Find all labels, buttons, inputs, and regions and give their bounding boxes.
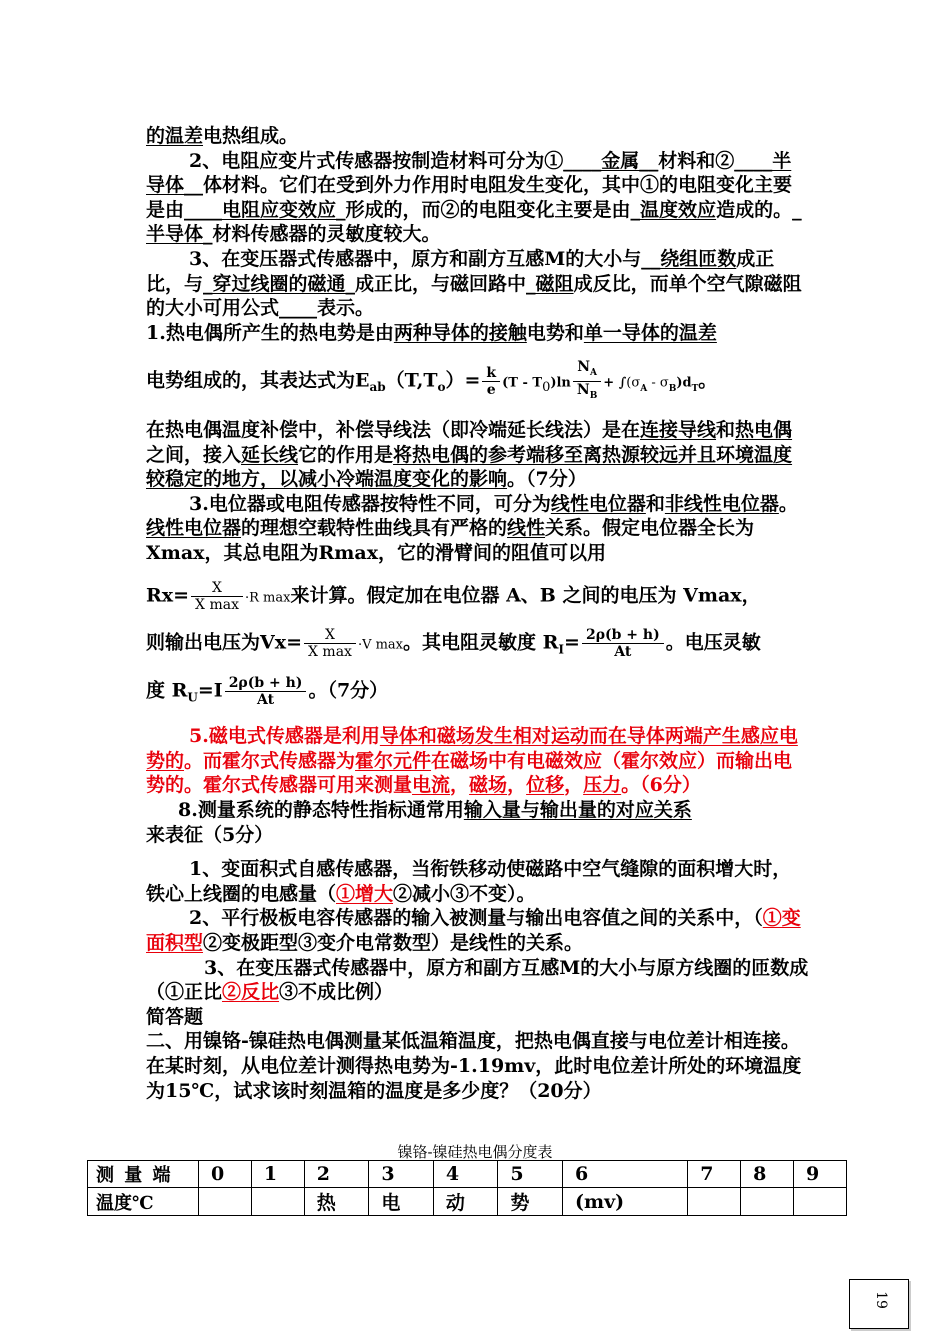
table-cell: 4	[433, 1161, 498, 1188]
question-inductance: 1、变面积式自感传感器，当衔铁移动使磁路中空气缝隙的面积增大时，铁心上线圈的电感量（①增大②减小③不变）。	[146, 858, 792, 905]
paragraph-transformer-sensor: 3、在变压器式传感器中，原方和副方互感M的大小与__绕组匝数成正比，与_穿过线圈的磁通_成正比，与磁回路中_磁阻成反比，而单个空气隙磁阻的大小可用公式____表示。	[146, 247, 802, 320]
formula-rx: Rx= $\frac{X}{\text{X max}}$ ·R max来计算。假定加在电位器 A、B 之间的电压为 Vmax，	[146, 579, 761, 613]
table-cell: 势	[498, 1188, 563, 1216]
formula-vx: 则输出电压为Vx= $\frac{X}{\text{X max}}$ ·V max。其电阻灵敏度 $R_I=$ $\frac{2\rho(b + h)}{At}$ 。电压灵敏	[146, 626, 761, 660]
formula-ru: 度 $R_U=I$ $\frac{2\rho(b + h)}{At}$ 。（7分）	[146, 675, 389, 709]
table-cell: 3	[369, 1161, 434, 1188]
page-number-box	[849, 1279, 909, 1329]
document-body	[146, 124, 810, 1103]
question-capacitance: 2、平行极板电容传感器的输入被测量与输出电容值之间的关系中，（①变面积型②变极距型③变介电常数型）是线性的关系。	[146, 907, 801, 955]
fraction-voltage-sensitivity: $\frac{2\rho(b + h)}{At}$	[225, 675, 307, 708]
table-cell: 0	[199, 1161, 252, 1188]
table-cell	[199, 1188, 252, 1216]
paragraph-magnetoelectric: 5.磁电式传感器是利用导体和磁场发生相对运动而在导体两端产生感应电势的。而霍尔式传感器为霍尔元件在磁场中有电磁效应（霍尔效应）而输出电势的。霍尔式传感器可用来测量电流，磁场，位移，压力。（6分）	[146, 725, 798, 797]
question-thermocouple-calc: 二、用镍铬-镍硅热电偶测量某低温箱温度，把热电偶直接与电位差计相连接。在某时刻，从电位差计测得热电势为-1.19mv，此时电位差计所处的环境温度为15℃，试求该时刻温箱的温度是多少度？（20分）	[146, 1030, 802, 1102]
table-cell	[688, 1188, 741, 1216]
table-cell: 5	[498, 1161, 563, 1188]
formula-k-over-e: $\frac{k}{e}$	[482, 365, 500, 398]
fraction-x-xmax: $\frac{X}{\text{X max}}$	[191, 580, 243, 613]
table-cell: 8	[741, 1161, 794, 1188]
thermocouple-formula-line: 电势组成的，其表达式为$E_{ab}(T,T_o)=$ $\frac{k}{e}$ $(T - T_0)\ln$ $\frac{N_A}{N_B}$ + $\int(\sigma_A - \sigma_B)d_T$。	[146, 359, 810, 404]
fraction-resistance-sensitivity: $\frac{2\rho(b + h)}{At}$	[582, 627, 664, 660]
table-cell: 9	[794, 1161, 847, 1188]
table-cell: 7	[688, 1161, 741, 1188]
table-cell: 热	[304, 1188, 369, 1216]
table-cell	[251, 1188, 304, 1216]
question-mutual-inductance: 3、在变压器式传感器中，原方和副方互感M的大小与原方线圈的匝数成（①正比②反比③不成比例）	[146, 956, 809, 1004]
paragraph-cold-junction: 在热电偶温度补偿中，补偿导线法（即冷端延长线法）是在连接导线和热电偶之间，接入延长线它的作用是将热电偶的参考端移至离热源较远并且环境温度较稳定的地方，以减小冷端温度变化的影响。（7分）	[146, 418, 793, 491]
table-caption: 镍铬-镍硅热电偶分度表	[397, 1143, 553, 1161]
paragraph-thermocouple-emf: 1.热电偶所产生的热电势是由两种导体的接触电势和单一导体的温差	[146, 321, 717, 344]
table-cell: 2	[304, 1161, 369, 1188]
table-cell	[794, 1188, 847, 1216]
table-header-cell: 测 量 端	[88, 1161, 199, 1188]
table-cell: 1	[251, 1161, 304, 1188]
table-cell: 动	[433, 1188, 498, 1216]
paragraph-potentiometer: 3.电位器或电阻传感器按特性不同，可分为线性电位器和非线性电位器。线性电位器的理想空载特性曲线具有严格的线性关系。假定电位器全长为Xmax，其总电阻为Rmax，它的滑臂间的阻值可以用	[146, 492, 798, 564]
table-header-cell: 温度℃	[88, 1188, 199, 1216]
paragraph-continuation: 的温差电热组成。	[146, 125, 299, 147]
paragraph-strain-gauge: 2、电阻应变片式传感器按制造材料可分为①____金属__材料和②____半导体__体材料。它们在受到外力作用时电阻发生变化，其中①的电阻变化主要是由____电阻应变效应_形成的，而②的电阻变化主要是由_温度效应造成的。_半导体_材料传感器的灵敏度较大。	[146, 149, 802, 246]
section-heading-short-answer: 简答题	[146, 1005, 204, 1028]
paragraph-static-characteristics: 8.测量系统的静态特性指标通常用输入量与输出量的对应关系来表征（5分）	[146, 799, 692, 846]
page-number: 19	[872, 1291, 889, 1309]
thermocouple-graduation-table	[87, 1160, 847, 1216]
table-cell: (mv)	[562, 1188, 687, 1216]
table-row	[88, 1161, 847, 1188]
table-cell: 电	[369, 1188, 434, 1216]
table-cell: 6	[562, 1161, 687, 1188]
table-cell	[741, 1188, 794, 1216]
formula-na-over-nb: $\frac{N_A}{N_B}$	[573, 359, 601, 404]
table-row	[88, 1188, 847, 1216]
fraction-x-xmax-2: $\frac{X}{\text{X max}}$	[304, 627, 356, 660]
